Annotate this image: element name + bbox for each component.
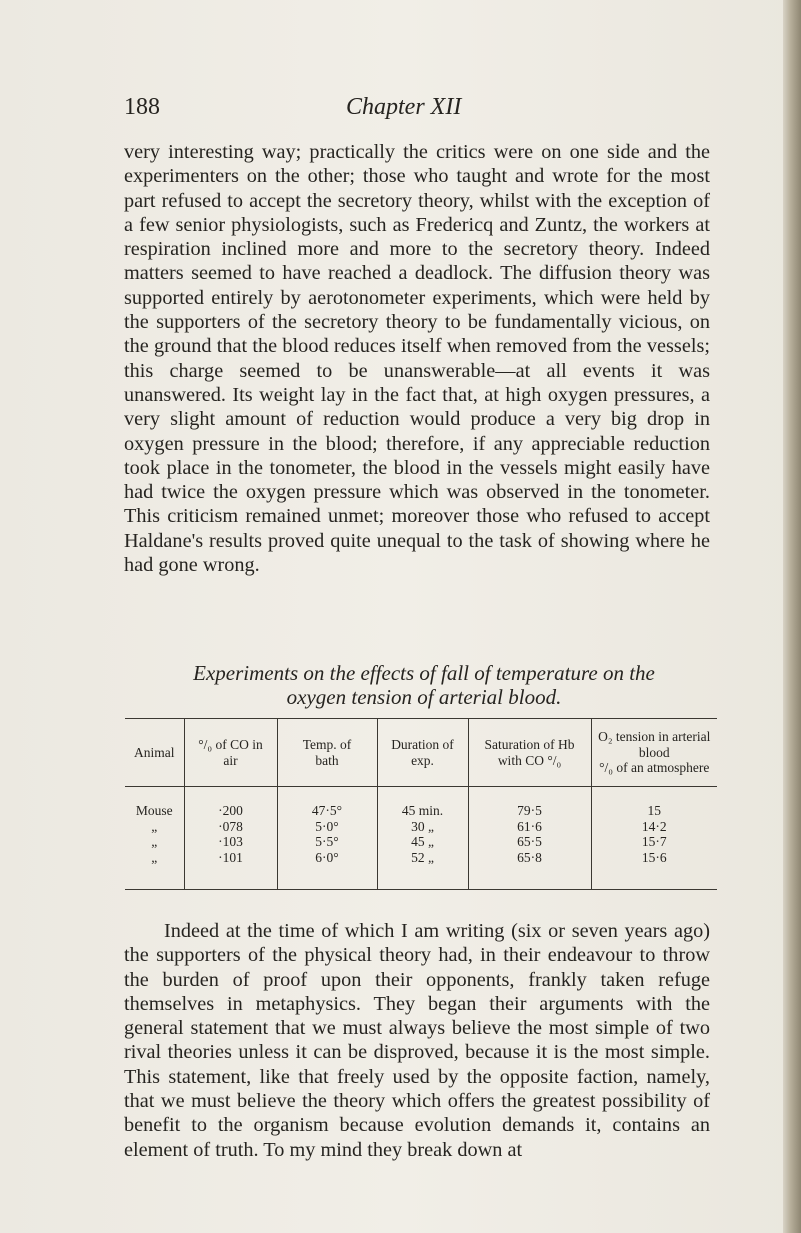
table-column-cell — [591, 787, 717, 890]
table-header-cell — [468, 719, 591, 787]
table-cell-value: „ — [151, 849, 158, 865]
table-cell-value: ·103 — [218, 834, 243, 849]
running-title: Chapter XII — [346, 94, 462, 120]
table-cell-value: 15 — [647, 803, 661, 818]
table-cell-value: Mouse — [135, 803, 173, 818]
body-paragraph-1: very interesting way; practically the critics were on one side and the experimenters on the other; those who taught and wrote for the most part refused to accept the secretory theory, whilst with the exception of a few senior physiologists, such as Fredericq and Zuntz, the workers at respiration inclined more and more to the secretory theory. Indeed matters seemed to have reached a deadlock. The diffusion theory was supported entirely by aerotonometer experiments, which were held by the supporters of the secretory theory to be fundamentally vicious, on the ground that the blood reduces itself when removed from the vessels; this charge seemed to be unanswerable—at all events it was unanswered. Its weight lay in the fact that, at high oxygen pressures, a very slight amount of reduction would produce a very big drop in oxygen pressure in the blood; therefore, if any appreciable reduction took place in the tonometer, the blood in the vessels might easily have had twice the oxygen pressure which was observed in the tonometer. This criticism remained unmet; moreover those who refused to accept Haldane's results proved quite unequal to the task of showing where he had gone wrong. — [124, 141, 710, 577]
table-column-cell — [468, 787, 591, 890]
table-data-row — [125, 787, 717, 890]
table-header-text: °/₀ of CO in — [198, 737, 263, 752]
table-cell-value: ·200 — [218, 803, 243, 818]
table-header-cell — [184, 719, 277, 787]
table-cell-value: 79·5 — [517, 803, 542, 818]
table-cell-value: 5·5° — [315, 834, 339, 849]
page-number: 188 — [124, 94, 160, 120]
table-header-text: exp. — [411, 752, 434, 768]
table-header-cell — [591, 719, 717, 787]
table-cell-value: ·101 — [218, 849, 243, 865]
table-header-text: bath — [315, 752, 339, 768]
table-header-text: Duration of — [391, 737, 454, 752]
table-caption — [124, 661, 710, 709]
body-paragraph-2: Indeed at the time of which I am writing (six or seven years ago) the supporters of the physical theory had, in their endeavour to throw the burden of proof upon their opponents, frankly taken refuge themselves in metaphysics. They began their arguments with the general statement that we must always believe the most simple of two rival theories unless it can be disproved, because it is the most simple. This statement, like that freely used by the opposite faction, namely, that we must believe the theory which offers the greatest possibility of benefit to the organism because evolution demands it, contains an element of truth. To my mind they break down at — [124, 920, 710, 1161]
table-caption-line-2: oxygen tension of arterial blood. — [286, 685, 562, 709]
table-cell-value: 15·6 — [641, 849, 667, 865]
table-cell-value: 30 „ — [411, 818, 434, 834]
table-header-text: Animal — [134, 744, 175, 760]
table-column-cell — [377, 787, 468, 890]
table-cell-value: 15·7 — [641, 834, 667, 849]
table-header-text: °/₀ of an atmosphere — [599, 760, 710, 776]
table-header-text: blood — [638, 744, 670, 760]
table-column-cell — [277, 787, 377, 890]
table-cell-value: 52 „ — [411, 849, 434, 865]
table-cell-value: 6·0° — [315, 849, 339, 865]
table-caption-line-1: Experiments on the effects of fall of temperature on the — [193, 661, 655, 685]
table-column-cell — [125, 787, 184, 890]
table-header-text: Temp. of — [302, 737, 352, 752]
page-header — [124, 94, 744, 124]
table-header-cell — [377, 719, 468, 787]
table-cell-value: „ — [151, 834, 158, 849]
page-edge-shadow — [783, 0, 801, 1233]
table-header-text: with CO °/₀ — [497, 752, 562, 768]
table-header-cell — [125, 719, 184, 787]
table-header-row — [125, 719, 717, 787]
table-cell-value: 65·5 — [517, 834, 542, 849]
table-header-cell — [277, 719, 377, 787]
table-cell-value: 45 min. — [401, 803, 444, 818]
table-cell-value: ·078 — [218, 818, 243, 834]
table-header-text: O₂ tension in arterial — [598, 729, 711, 745]
table-cell-value: 5·0° — [315, 818, 339, 834]
table-cell-value: 61·6 — [517, 818, 542, 834]
table-cell-value: 65·8 — [517, 849, 542, 865]
table-cell-value: 47·5° — [311, 803, 343, 818]
table-header-text: Saturation of Hb — [484, 737, 575, 752]
table-column-cell — [184, 787, 277, 890]
table-header-text: air — [223, 752, 238, 768]
table-cell-value: 14·2 — [641, 818, 667, 834]
table-cell-value: „ — [151, 818, 158, 834]
experiments-table — [125, 718, 717, 890]
table-cell-value: 45 „ — [411, 834, 434, 849]
